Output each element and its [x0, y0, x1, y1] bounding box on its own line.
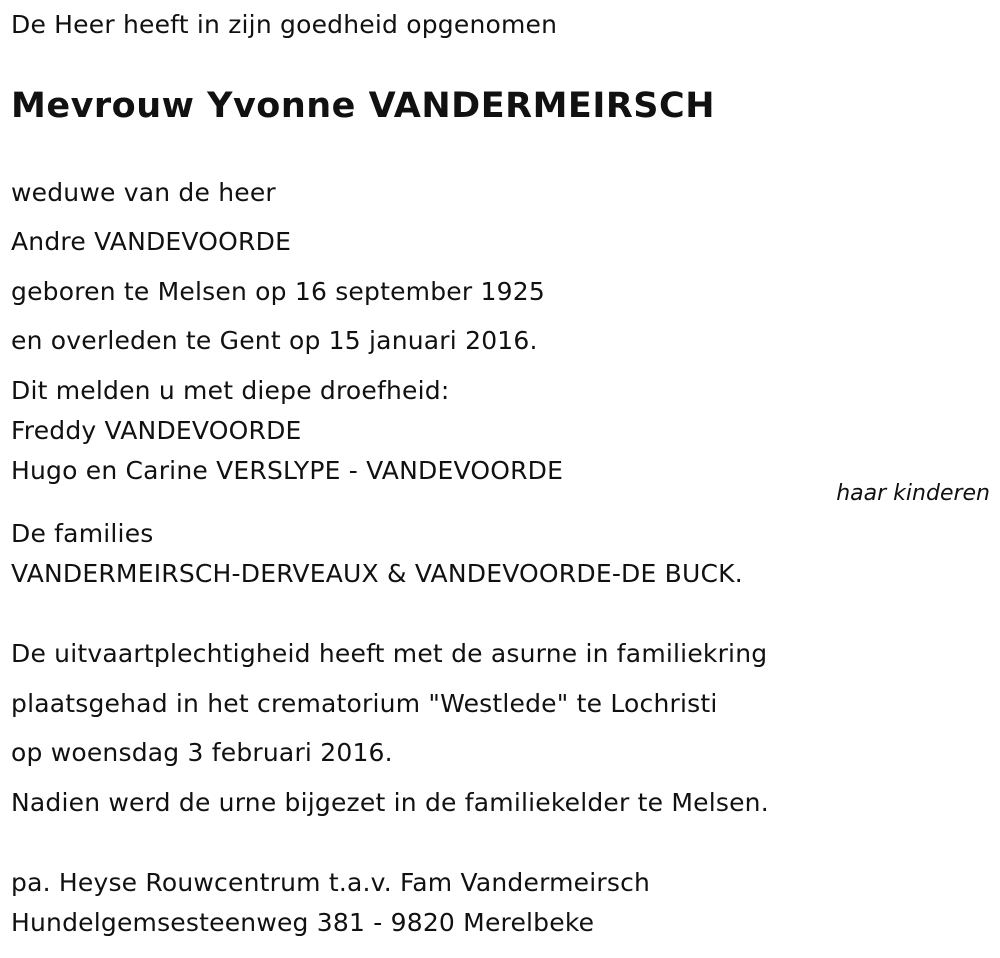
intro-text: De Heer heeft in zijn goedheid opgenomen: [11, 10, 558, 39]
spouse-intro: weduwe van de heer: [11, 178, 276, 207]
funeral-line: De uitvaartplechtigheid heeft met de asurne in familiekring: [11, 639, 768, 668]
children-label: haar kinderen: [836, 481, 990, 506]
child-name: Freddy VANDEVOORDE: [11, 416, 302, 445]
contact-line: pa. Heyse Rouwcentrum t.a.v. Fam Vandermeirsch: [11, 868, 651, 897]
child-name: Hugo en Carine VERSLYPE - VANDEVOORDE: [11, 456, 564, 485]
families-names: VANDERMEIRSCH-DERVEAUX & VANDEVOORDE-DE BUCK.: [11, 559, 743, 588]
birth-info: geboren te Melsen op 16 september 1925: [11, 277, 545, 306]
funeral-line: plaatsgehad in het crematorium "Westlede" te Lochristi: [11, 689, 718, 718]
families-intro: De families: [11, 519, 154, 548]
deceased-name: Mevrouw Yvonne VANDERMEIRSCH: [11, 86, 715, 126]
contact-address: Hundelgemsesteenweg 381 - 9820 Merelbeke: [11, 908, 595, 937]
mourners-intro: Dit melden u met diepe droefheid:: [11, 376, 450, 405]
death-info: en overleden te Gent op 15 januari 2016.: [11, 326, 538, 355]
spouse-name: Andre VANDEVOORDE: [11, 227, 292, 256]
funeral-line: op woensdag 3 februari 2016.: [11, 738, 393, 767]
funeral-line: Nadien werd de urne bijgezet in de familiekelder te Melsen.: [11, 788, 769, 817]
